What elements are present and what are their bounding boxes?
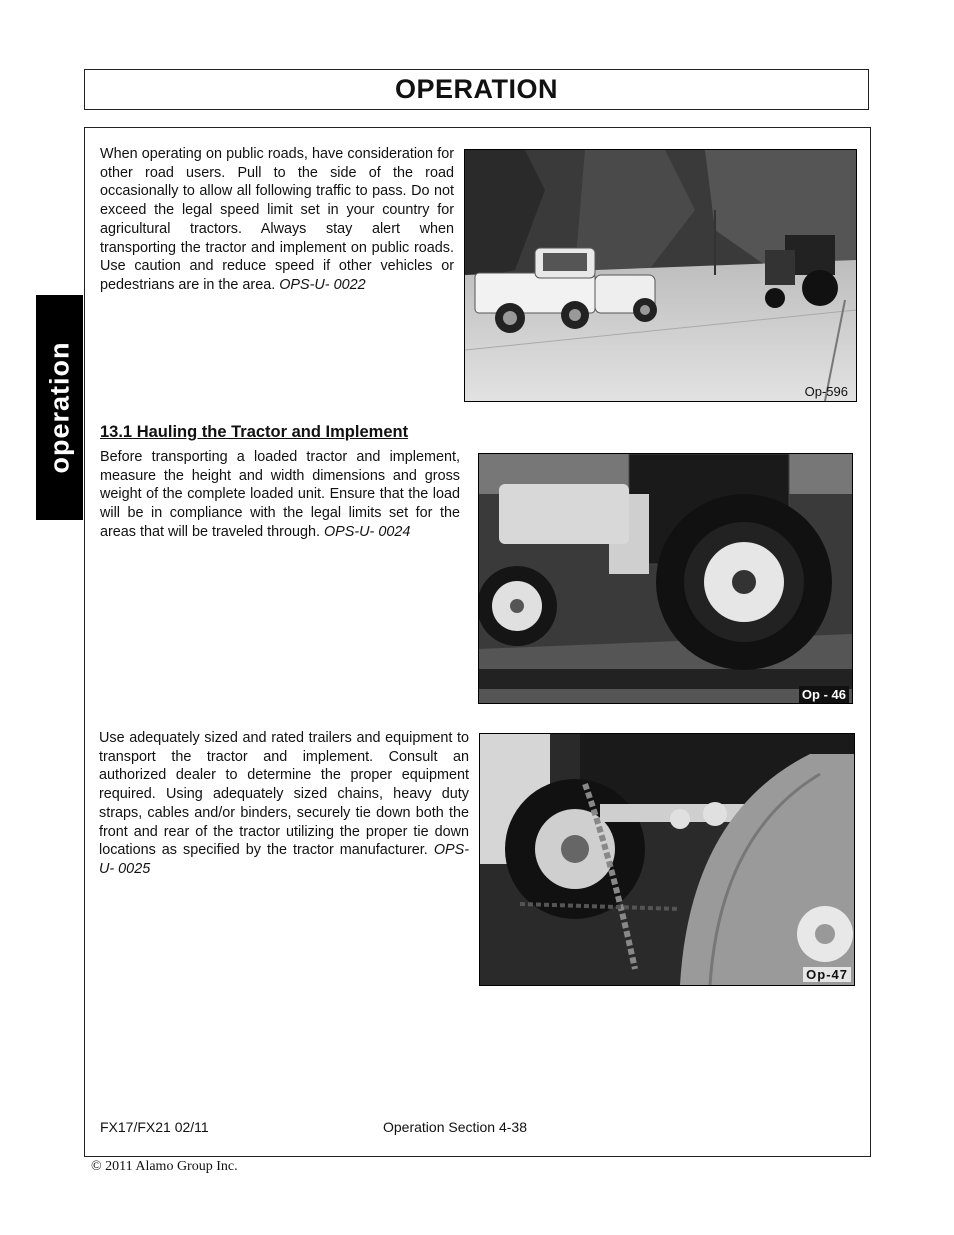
hauling-paragraph: Before transporting a loaded tractor and implement, measure the height and width dimensions and gross weight of the complete loaded unit. Ensure that the load will be in compliance with the legal limits set for the areas that will be traveled through. OPS-U- 0024 xyxy=(100,449,460,540)
trailers-paragraph: Use adequately sized and rated trailers and equipment to transport the tractor and implement. Consult an authorized dealer to determine the proper equipment required. Using adequately sized chains, heavy duty straps, cables and/or binders, securely tie down both the front and rear of the tractor utilizing the proper tie down locations as specified by the tractor manufacturer. OPS-U- 0025 xyxy=(99,730,469,877)
tie-down-chain-photo xyxy=(479,733,855,986)
photo-label: Op - 46 xyxy=(799,686,849,703)
copyright: © 2011 Alamo Group Inc. xyxy=(91,1159,238,1174)
photo-label: Op-47 xyxy=(803,967,851,982)
chain-photo-illustration xyxy=(480,734,854,985)
tractor-photo-illustration xyxy=(479,454,852,703)
footer-section: Operation Section 4-38 xyxy=(383,1119,527,1135)
tractor-on-trailer-photo xyxy=(478,453,853,704)
ops-reference: OPS-U- 0024 xyxy=(323,523,411,540)
photo-label: Op-596 xyxy=(804,384,848,399)
side-tab xyxy=(36,295,83,520)
road-photo-illustration xyxy=(465,150,856,401)
side-tab-label: operation xyxy=(44,341,75,474)
public-roads-paragraph: When operating on public roads, have consideration for other road users. Pull to the side of the road occasionally to allow all following traffic to pass. Do not exceed the legal speed limit set in your country for agricultural tractors. Always stay alert when transporting the tractor and implement on public roads. Use caution and reduce speed if other vehicles or pedestrians are in the area. OPS-U- 0022 xyxy=(100,146,454,293)
road-photo xyxy=(464,149,857,402)
footer-model: FX17/FX21 02/11 xyxy=(100,1119,209,1135)
ops-reference: OPS-U- 0025 xyxy=(99,842,469,877)
section-heading: 13.1 Hauling the Tractor and Implement xyxy=(100,423,409,441)
page-title: OPERATION xyxy=(394,74,558,104)
ops-reference: OPS-U- 0022 xyxy=(279,276,366,293)
page-header xyxy=(84,69,869,110)
